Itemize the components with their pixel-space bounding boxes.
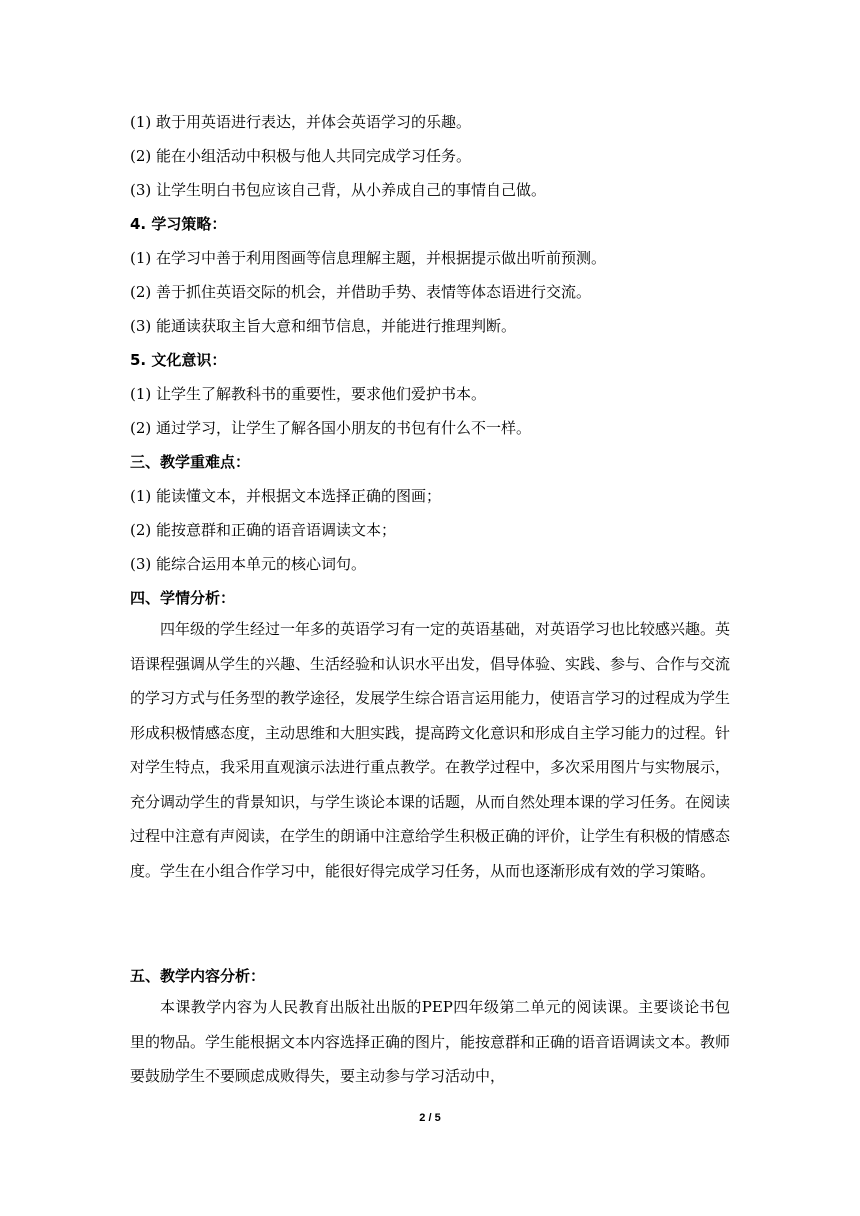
objective-item-2: (2) 能在小组活动中积极与他人共同完成学习任务。 xyxy=(130,147,472,165)
key-point-item-2: (2) 能按意群和正确的语音语调读文本； xyxy=(130,521,397,539)
culture-item-1: (1) 让学生了解教科书的重要性，要求他们爱护书本。 xyxy=(130,385,487,403)
key-point-item-3: (3) 能综合运用本单元的核心词句。 xyxy=(130,555,367,573)
strategy-item-3: (3) 能通读获取主旨大意和细节信息，并能进行推理判断。 xyxy=(130,317,517,335)
culture-item-2: (2) 通过学习，让学生了解各国小朋友的书包有什么不一样。 xyxy=(130,419,532,437)
page-number: 2 / 5 xyxy=(419,1112,441,1124)
section-heading-strategy: 4. 学习策略： xyxy=(130,215,227,233)
strategy-item-1: (1) 在学习中善于利用图画等信息理解主题，并根据提示做出听前预测。 xyxy=(130,249,607,267)
section-heading-culture: 5. 文化意识： xyxy=(130,351,227,369)
objective-item-3: (3) 让学生明白书包应该自己背，从小养成自己的事情自己做。 xyxy=(130,181,547,199)
key-point-item-1: (1) 能读懂文本，并根据文本选择正确的图画； xyxy=(130,487,442,505)
section-heading-key-points: 三、教学重难点： xyxy=(130,453,251,471)
strategy-item-2: (2) 善于抓住英语交际的机会，并借助手势、表情等体态语进行交流。 xyxy=(130,283,592,301)
section-heading-content-analysis: 五、教学内容分析： xyxy=(130,967,266,985)
content-analysis-paragraph: 本课教学内容为人民教育出版社出版的PEP四年级第二单元的阅读课。主要谈论书包里的物品。学生能根据文本内容选择正确的图片，能按意群和正确的语音语调读文本。教师要鼓励学生不要顾虑成败得失，要主动参与学习活动中， xyxy=(130,998,731,1085)
student-analysis-paragraph: 四年级的学生经过一年多的英语学习有一定的英语基础，对英语学习也比较感兴趣。英语课程强调从学生的兴趣、生活经验和认识水平出发，倡导体验、实践、参与、合作与交流的学习方式与任务型的教学途径，发展学生综合语言运用能力，使语言学习的过程成为学生形成积极情感态度，主动思维和大胆实践，提高跨文化意识和形成自主学习能力的过程。针对学生特点，我采用直观演示法进行重点教学。在教学过程中，多次采用图片与实物展示，充分调动学生的背景知识，与学生谈论本课的话题，从而自然处理本课的学习任务。在阅读过程中注意有声阅读，在学生的朗诵中注意给学生积极正确的评价，让学生有积极的情感态度。学生在小组合作学习中，能很好得完成学习任务，从而也逐渐形成有效的学习策略。 xyxy=(130,620,731,880)
objective-item-1: (1) 敢于用英语进行表达，并体会英语学习的乐趣。 xyxy=(130,113,472,131)
section-heading-student-analysis: 四、学情分析： xyxy=(130,589,236,607)
